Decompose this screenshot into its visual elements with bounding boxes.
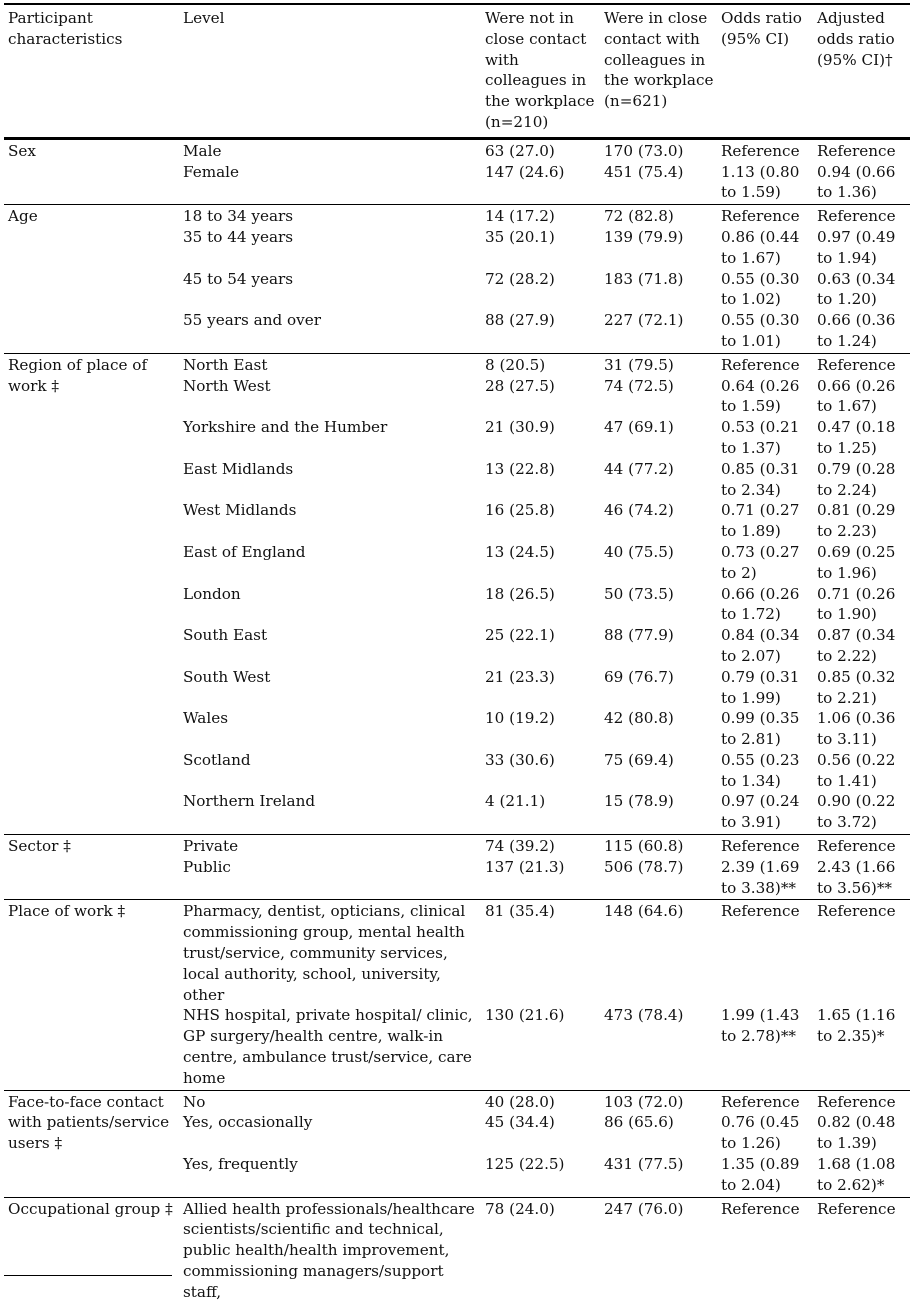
level-cell: South West <box>183 667 271 686</box>
level-cell: London <box>183 584 241 603</box>
close-contact-cell: 15 (78.9) <box>604 792 674 811</box>
odds-ratio-cell: Reference <box>721 902 800 921</box>
adjusted-odds-ratio-cell: 0.82 (0.48 to 1.39) <box>817 1113 896 1153</box>
close-contact-cell: 74 (72.5) <box>604 376 674 395</box>
header-odds-ratio: Odds ratio (95% CI) <box>721 9 802 48</box>
adjusted-odds-ratio-cell: 2.43 (1.66 to 3.56)** <box>817 857 896 897</box>
close-contact-cell: 139 (79.9) <box>604 227 684 246</box>
level-cell: 35 to 44 years <box>183 227 294 246</box>
level-cell: Wales <box>183 709 228 728</box>
level-cell: 45 to 54 years <box>183 269 294 288</box>
header-adjusted-odds-ratio: Adjusted odds ratio (95% CI)† <box>817 9 895 69</box>
characteristic-group <box>4 138 910 204</box>
close-contact-cell: 46 (74.2) <box>604 501 674 520</box>
not-close-contact-cell: 81 (35.4) <box>485 902 555 921</box>
characteristic-cell: Region of place of work ‡ <box>8 355 148 395</box>
adjusted-odds-ratio-cell: 1.65 (1.16 to 2.35)* <box>817 1006 896 1046</box>
odds-ratio-cell: 1.35 (0.89 to 2.04) <box>721 1155 800 1194</box>
adjusted-odds-ratio-cell: 0.87 (0.34 to 2.22) <box>817 626 896 665</box>
not-close-contact-cell: 130 (21.6) <box>485 1006 565 1025</box>
not-close-contact-cell: 40 (28.0) <box>485 1092 555 1111</box>
not-close-contact-cell: 18 (26.5) <box>485 584 555 603</box>
close-contact-cell: 148 (64.6) <box>604 902 684 921</box>
level-cell: Yes, frequently <box>183 1155 298 1174</box>
adjusted-odds-ratio-cell: Reference <box>817 902 896 921</box>
not-close-contact-cell: 28 (27.5) <box>485 376 555 395</box>
close-contact-cell: 86 (65.6) <box>604 1113 674 1132</box>
not-close-contact-cell: 21 (23.3) <box>485 667 555 686</box>
not-close-contact-cell: 25 (22.1) <box>485 626 555 645</box>
adjusted-odds-ratio-cell: 0.79 (0.28 to 2.24) <box>817 459 896 499</box>
odds-ratio-cell: Reference <box>721 355 800 374</box>
characteristic-cell: Occupational group ‡ <box>8 1199 173 1218</box>
adjusted-odds-ratio-cell: 0.85 (0.32 to 2.21) <box>817 667 896 707</box>
level-cell: Northern Ireland <box>183 792 316 811</box>
odds-ratio-cell: Reference <box>721 141 800 160</box>
level-cell: Yorkshire and the Humber <box>183 418 388 437</box>
table-row <box>4 1197 910 1303</box>
close-contact-cell: 31 (79.5) <box>604 355 674 374</box>
close-contact-cell: 69 (76.7) <box>604 667 674 686</box>
characteristic-group <box>4 1197 910 1303</box>
not-close-contact-cell: 33 (30.6) <box>485 750 555 769</box>
level-cell: NHS hospital, private hospital/ clinic, GP surgery/health centre, walk-in centre, ambulance trust/service, care home <box>183 1006 473 1087</box>
characteristic-group <box>4 353 910 834</box>
close-contact-cell: 75 (69.4) <box>604 750 674 769</box>
odds-ratio-cell: 0.55 (0.23 to 1.34) <box>721 750 800 790</box>
level-cell: 18 to 34 years <box>183 207 294 226</box>
odds-ratio-cell: 0.85 (0.31 to 2.34) <box>721 459 800 499</box>
not-close-contact-cell: 13 (22.8) <box>485 459 555 478</box>
odds-ratio-cell: 0.79 (0.31 to 1.99) <box>721 667 800 707</box>
header-row <box>4 4 910 138</box>
not-close-contact-cell: 72 (28.2) <box>485 269 555 288</box>
odds-ratio-cell: 0.97 (0.24 to 3.91) <box>721 792 800 832</box>
results-table <box>4 3 910 1304</box>
close-contact-cell: 50 (73.5) <box>604 584 674 603</box>
odds-ratio-cell: 1.99 (1.43 to 2.78)** <box>721 1006 800 1046</box>
close-contact-cell: 431 (77.5) <box>604 1155 684 1174</box>
close-contact-cell: 227 (72.1) <box>604 311 684 330</box>
characteristic-cell: Face-to-face contact with patients/service users ‡ <box>8 1092 170 1153</box>
level-cell: Scotland <box>183 750 251 769</box>
adjusted-odds-ratio-cell: Reference <box>817 207 896 226</box>
table-row <box>4 353 910 375</box>
adjusted-odds-ratio-cell: Reference <box>817 355 896 374</box>
not-close-contact-cell: 14 (17.2) <box>485 207 555 226</box>
adjusted-odds-ratio-cell: 0.66 (0.26 to 1.67) <box>817 376 896 416</box>
odds-ratio-cell: Reference <box>721 1199 800 1218</box>
header-participant-characteristics: Participant characteristics <box>8 9 123 48</box>
header-not-close-contact: Were not in close contact with colleagues in the workplace (n=210) <box>485 9 595 131</box>
close-contact-cell: 183 (71.8) <box>604 269 684 288</box>
level-cell: Public <box>183 857 231 876</box>
adjusted-odds-ratio-cell: 0.81 (0.29 to 2.23) <box>817 501 896 541</box>
level-cell: Yes, occasionally <box>183 1113 313 1132</box>
adjusted-odds-ratio-cell: 0.71 (0.26 to 1.90) <box>817 584 896 624</box>
characteristic-group <box>4 835 910 900</box>
odds-ratio-cell: 0.55 (0.30 to 1.02) <box>721 269 800 309</box>
not-close-contact-cell: 63 (27.0) <box>485 141 555 160</box>
level-cell: No <box>183 1092 206 1111</box>
close-contact-cell: 473 (78.4) <box>604 1006 684 1025</box>
table-row <box>4 835 910 857</box>
characteristic-cell: Sex <box>8 141 36 160</box>
odds-ratio-cell: 0.84 (0.34 to 2.07) <box>721 626 800 665</box>
odds-ratio-cell: 0.73 (0.27 to 2) <box>721 542 800 582</box>
not-close-contact-cell: 35 (20.1) <box>485 227 555 246</box>
header-close-contact: Were in close contact with colleagues in the workplace (n=621) <box>604 9 714 111</box>
close-contact-cell: 40 (75.5) <box>604 542 674 561</box>
level-cell: East of England <box>183 542 306 561</box>
not-close-contact-cell: 137 (21.3) <box>485 857 565 876</box>
close-contact-cell: 247 (76.0) <box>604 1199 684 1218</box>
adjusted-odds-ratio-cell: 1.68 (1.08 to 2.62)* <box>817 1155 896 1194</box>
odds-ratio-cell: 0.66 (0.26 to 1.72) <box>721 584 800 624</box>
close-contact-cell: 72 (82.8) <box>604 207 674 226</box>
not-close-contact-cell: 78 (24.0) <box>485 1199 555 1218</box>
not-close-contact-cell: 13 (24.5) <box>485 542 555 561</box>
odds-ratio-cell: 2.39 (1.69 to 3.38)** <box>721 857 800 897</box>
not-close-contact-cell: 125 (22.5) <box>485 1155 565 1174</box>
table-header <box>4 4 910 138</box>
adjusted-odds-ratio-cell: Reference <box>817 1092 896 1111</box>
odds-ratio-cell: 1.13 (0.80 to 1.59) <box>721 162 800 202</box>
odds-ratio-cell: Reference <box>721 837 800 856</box>
not-close-contact-cell: 4 (21.1) <box>485 792 546 811</box>
not-close-contact-cell: 147 (24.6) <box>485 162 565 181</box>
table-row <box>4 205 910 227</box>
characteristic-cell: Sector ‡ <box>8 837 71 856</box>
not-close-contact-cell: 8 (20.5) <box>485 355 546 374</box>
not-close-contact-cell: 45 (34.4) <box>485 1113 555 1132</box>
odds-ratio-cell: 0.76 (0.45 to 1.26) <box>721 1113 800 1153</box>
characteristic-group <box>4 1090 910 1197</box>
level-cell: Pharmacy, dentist, opticians, clinical commissioning group, mental health trust/service, community services, local authority, school, university, other <box>183 902 466 1004</box>
level-cell: Allied health professionals/healthcare scientists/scientific and technical, public health/health improvement, commissioning managers/support staff, <box>183 1199 475 1301</box>
footer-rule <box>4 1275 172 1276</box>
adjusted-odds-ratio-cell: 1.06 (0.36 to 3.11) <box>817 709 896 749</box>
characteristic-cell: Age <box>8 207 38 226</box>
adjusted-odds-ratio-cell: Reference <box>817 837 896 856</box>
level-cell: North East <box>183 355 268 374</box>
odds-ratio-cell: Reference <box>721 207 800 226</box>
level-cell: East Midlands <box>183 459 294 478</box>
table-row <box>4 138 910 161</box>
adjusted-odds-ratio-cell: 0.94 (0.66 to 1.36) <box>817 162 896 202</box>
odds-ratio-cell: 0.71 (0.27 to 1.89) <box>721 501 800 541</box>
table-row <box>4 1090 910 1112</box>
not-close-contact-cell: 74 (39.2) <box>485 837 555 856</box>
not-close-contact-cell: 88 (27.9) <box>485 311 555 330</box>
adjusted-odds-ratio-cell: 0.63 (0.34 to 1.20) <box>817 269 896 309</box>
close-contact-cell: 44 (77.2) <box>604 459 674 478</box>
odds-ratio-cell: 0.86 (0.44 to 1.67) <box>721 227 800 267</box>
characteristic-group <box>4 900 910 1090</box>
odds-ratio-cell: Reference <box>721 1092 800 1111</box>
close-contact-cell: 42 (80.8) <box>604 709 674 728</box>
not-close-contact-cell: 21 (30.9) <box>485 418 555 437</box>
adjusted-odds-ratio-cell: 0.47 (0.18 to 1.25) <box>817 418 896 457</box>
level-cell: North West <box>183 376 271 395</box>
table-row <box>4 900 910 1005</box>
odds-ratio-cell: 0.99 (0.35 to 2.81) <box>721 709 800 749</box>
adjusted-odds-ratio-cell: Reference <box>817 141 896 160</box>
adjusted-odds-ratio-cell: 0.69 (0.25 to 1.96) <box>817 542 896 582</box>
adjusted-odds-ratio-cell: 0.56 (0.22 to 1.41) <box>817 750 896 790</box>
header-level: Level <box>183 9 225 27</box>
odds-ratio-cell: 0.55 (0.30 to 1.01) <box>721 311 800 350</box>
odds-ratio-cell: 0.53 (0.21 to 1.37) <box>721 418 800 457</box>
close-contact-cell: 88 (77.9) <box>604 626 674 645</box>
level-cell: Female <box>183 162 239 181</box>
level-cell: West Midlands <box>183 501 297 520</box>
odds-ratio-cell: 0.64 (0.26 to 1.59) <box>721 376 800 416</box>
not-close-contact-cell: 10 (19.2) <box>485 709 555 728</box>
close-contact-cell: 170 (73.0) <box>604 141 684 160</box>
close-contact-cell: 451 (75.4) <box>604 162 684 181</box>
close-contact-cell: 47 (69.1) <box>604 418 674 437</box>
adjusted-odds-ratio-cell: 0.66 (0.36 to 1.24) <box>817 311 896 350</box>
adjusted-odds-ratio-cell: 0.97 (0.49 to 1.94) <box>817 227 896 267</box>
characteristic-group <box>4 205 910 354</box>
close-contact-cell: 506 (78.7) <box>604 857 684 876</box>
adjusted-odds-ratio-cell: Reference <box>817 1199 896 1218</box>
close-contact-cell: 115 (60.8) <box>604 837 684 856</box>
level-cell: South East <box>183 626 268 645</box>
adjusted-odds-ratio-cell: 0.90 (0.22 to 3.72) <box>817 792 896 832</box>
not-close-contact-cell: 16 (25.8) <box>485 501 555 520</box>
close-contact-cell: 103 (72.0) <box>604 1092 684 1111</box>
level-cell: 55 years and over <box>183 311 322 330</box>
level-cell: Private <box>183 837 239 856</box>
level-cell: Male <box>183 141 222 160</box>
characteristic-cell: Place of work ‡ <box>8 902 126 921</box>
